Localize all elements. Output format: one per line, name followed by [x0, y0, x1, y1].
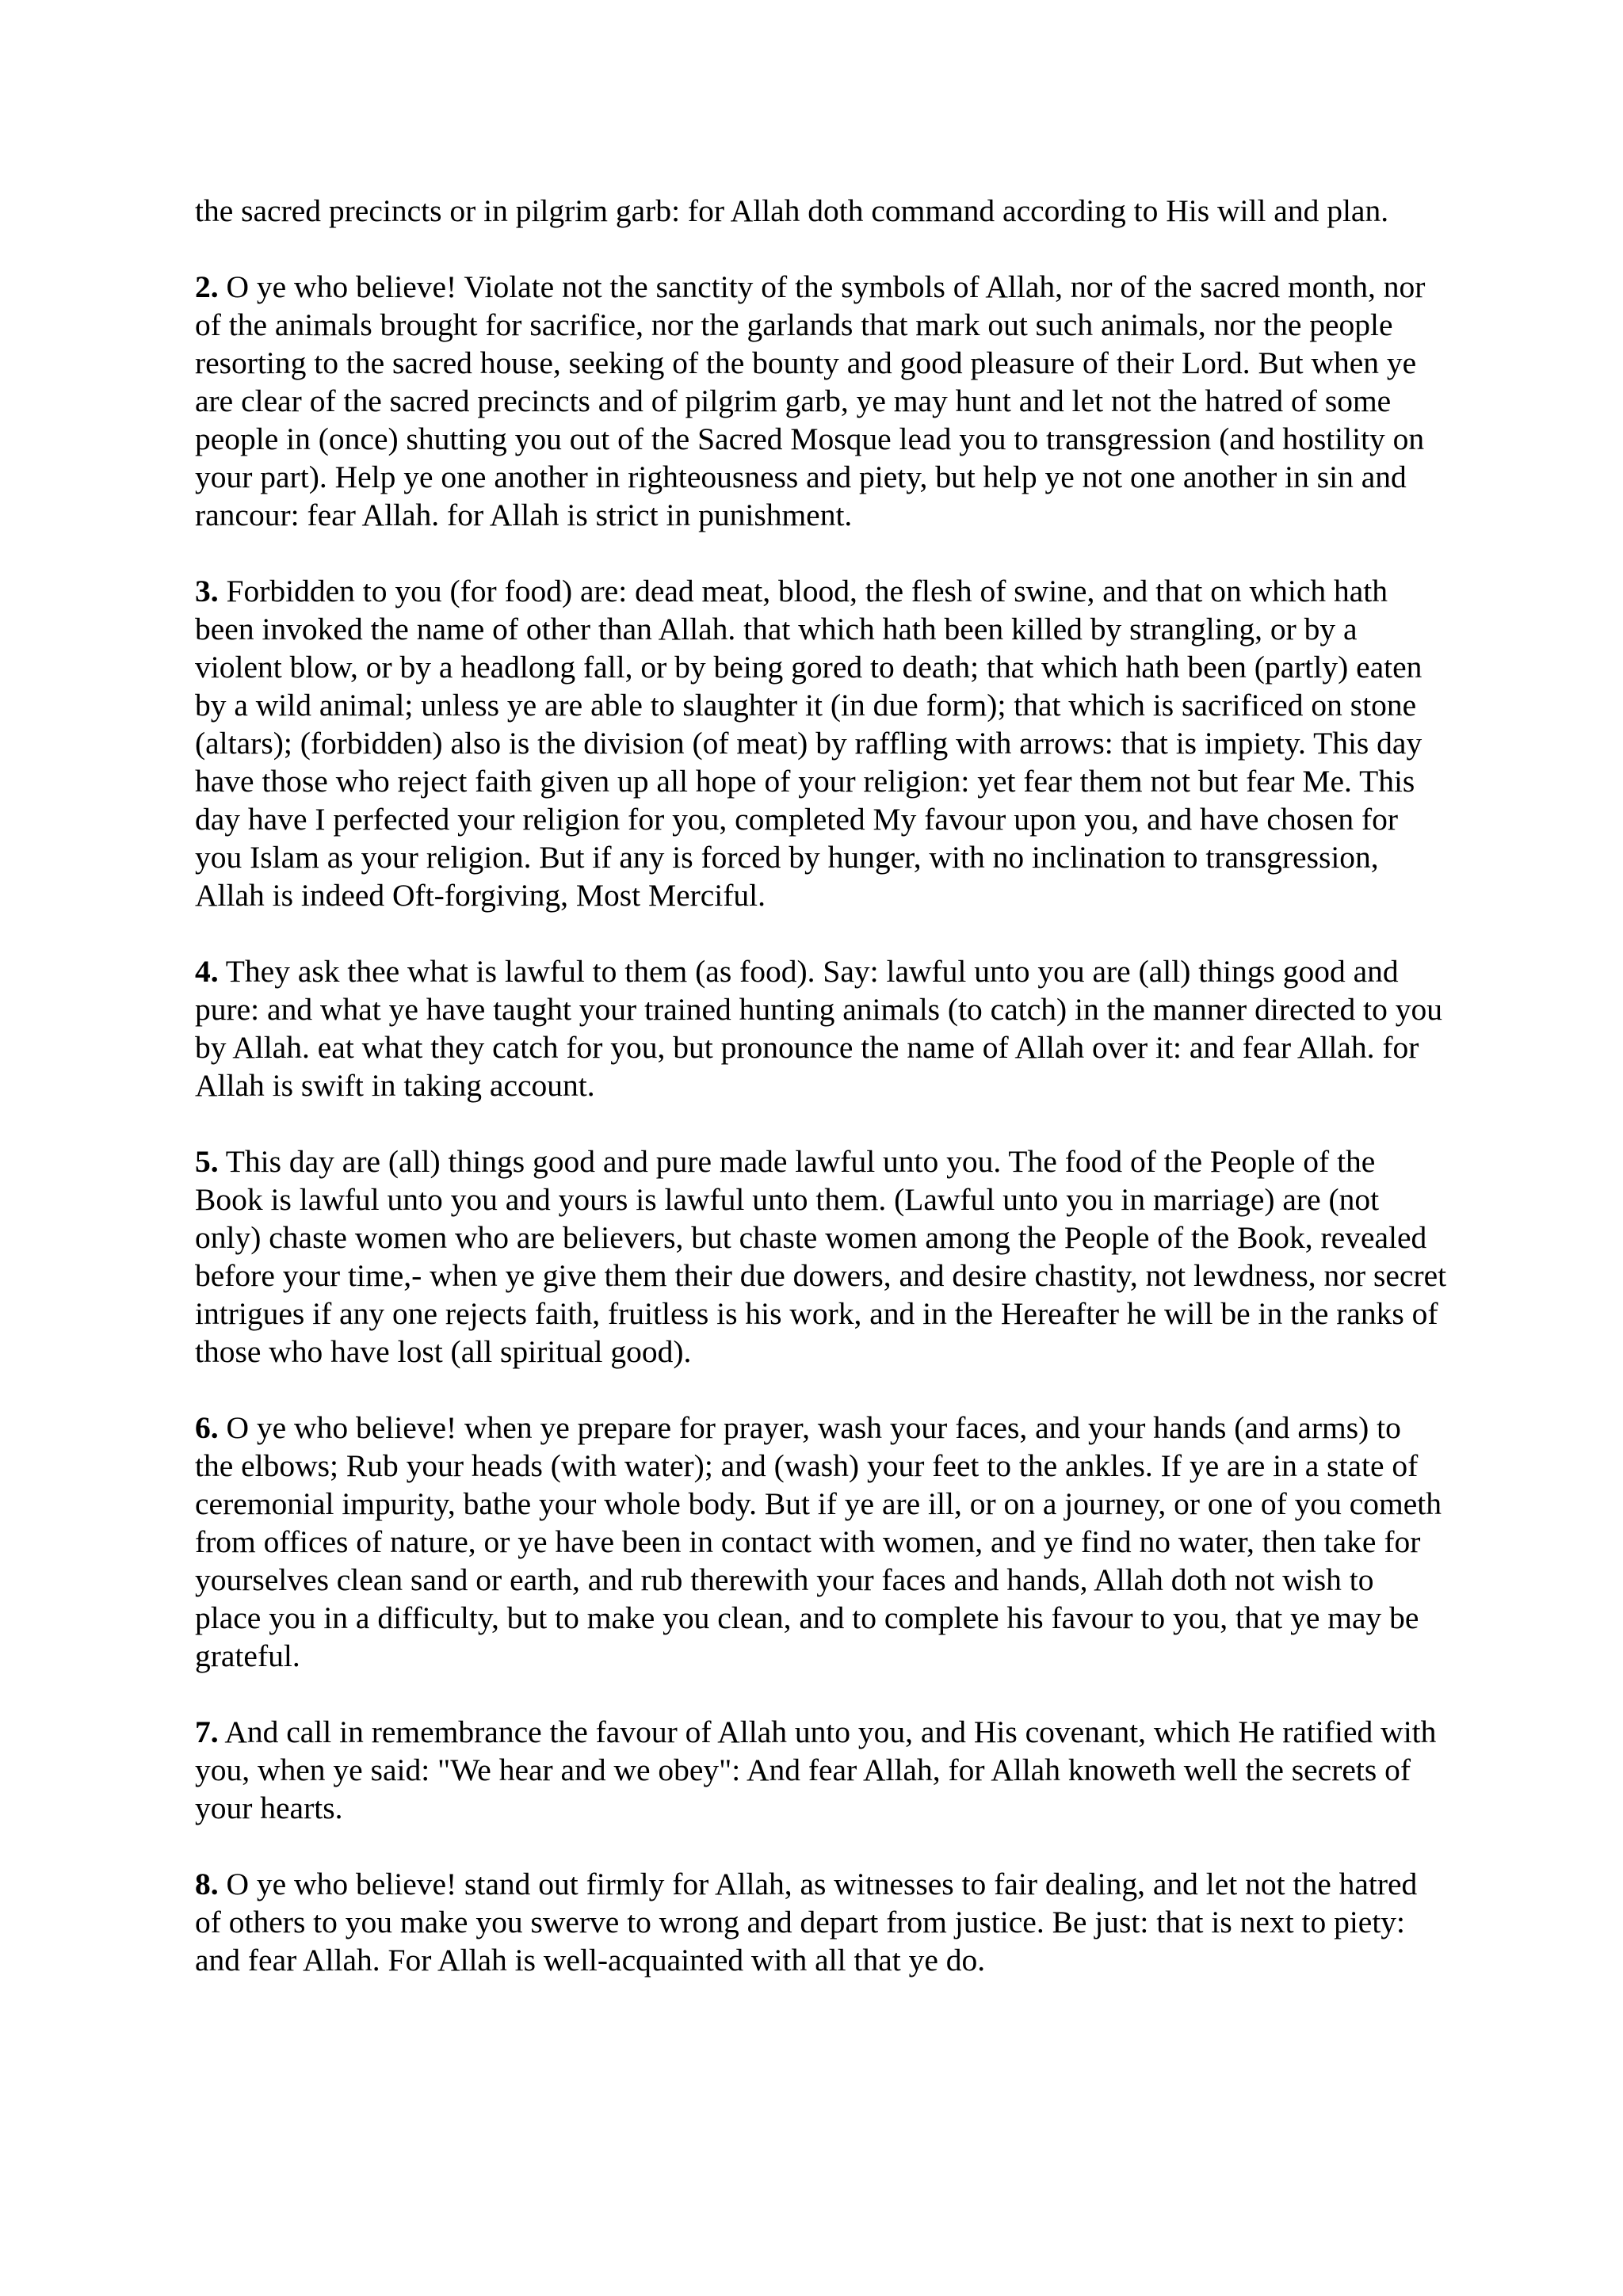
verse-number: 7.	[195, 1714, 219, 1749]
verse-8	[195, 1865, 1447, 1979]
verse-text: Forbidden to you (for food) are: dead meat, blood, the flesh of swine, and that on which hath been invoked the name of other than Allah. that which hath been killed by strangling, or by a violent blow, or by a headlong fall, or by being gored to death; that which hath been (partly) eaten by a wild animal; unless ye are able to slaughter it (in due form); that which is sacrificed on stone (altars); (forbidden) also is the division (of meat) by raffling with arrows: that is impiety. This day have those who reject faith given up all hope of your religion: yet fear them not but fear Me. This day have I perfected your religion for you, completed My favour upon you, and have chosen for you Islam as your religion. But if any is forced by hunger, with no inclination to transgression, Allah is indeed Oft-forgiving, Most Merciful.	[195, 574, 1423, 913]
verse-number: 8.	[195, 1867, 219, 1901]
verse-text: They ask thee what is lawful to them (as food). Say: lawful unto you are (all) things good and pure: and what ye have taught your trained hunting animals (to catch) in the manner directed to you by Allah. eat what they catch for you, but pronounce the name of Allah over it: and fear Allah. for Allah is swift in taking account.	[195, 954, 1443, 1103]
verse-3	[195, 572, 1447, 914]
verse-number: 3.	[195, 574, 219, 608]
verse-text: This day are (all) things good and pure made lawful unto you. The food of the People of the Book is lawful unto you and yours is lawful unto them. (Lawful unto you in marriage) are (not only) chaste women who are believers, but chaste women among the People of the Book, revealed before your time,- when ye give them their due dowers, and desire chastity, not lewdness, nor secret intrigues if any one rejects faith, fruitless is his work, and in the Hereafter he will be in the ranks of those who have lost (all spiritual good).	[195, 1144, 1447, 1369]
verse-number: 5.	[195, 1144, 219, 1179]
verse-text: O ye who believe! when ye prepare for prayer, wash your faces, and your hands (and arms) to the elbows; Rub your heads (with water); and (wash) your feet to the ankles. If ye are in a state of ceremonial impurity, bathe your whole body. But if ye are ill, or on a journey, or one of you cometh from offices of nature, or ye have been in contact with women, and ye find no water, then take for yourselves clean sand or earth, and rub therewith your faces and hands, Allah doth not wish to place you in a difficulty, but to make you clean, and to complete his favour to you, that ye may be grateful.	[195, 1410, 1442, 1673]
verse-text: O ye who believe! Violate not the sanctity of the symbols of Allah, nor of the sacred month, nor of the animals brought for sacrifice, nor the garlands that mark out such animals, nor the people resorting to the sacred house, seeking of the bounty and good pleasure of their Lord. But when ye are clear of the sacred precincts and of pilgrim garb, ye may hunt and let not the hatred of some people in (once) shutting you out of the Sacred Mosque lead you to transgression (and hostility on your part). Help ye one another in righteousness and piety, but help ye not one another in sin and rancour: fear Allah. for Allah is strict in punishment.	[195, 269, 1426, 532]
verse-6	[195, 1409, 1447, 1675]
opening-text: the sacred precincts or in pilgrim garb: for Allah doth command according to His will and plan.	[195, 193, 1389, 228]
verse-text: O ye who believe! stand out firmly for Allah, as witnesses to fair dealing, and let not the hatred of others to you make you swerve to wrong and depart from justice. Be just: that is next to piety: and fear Allah. For Allah is well-acquainted with all that ye do.	[195, 1867, 1418, 1978]
verse-2	[195, 268, 1447, 534]
verse-4	[195, 952, 1447, 1104]
verse-number: 6.	[195, 1410, 219, 1445]
verse-number: 4.	[195, 954, 219, 989]
verse-5	[195, 1142, 1447, 1371]
verse-7	[195, 1713, 1447, 1827]
document-body	[195, 192, 1447, 2017]
verse-number: 2.	[195, 269, 219, 304]
opening-paragraph	[195, 192, 1447, 230]
verse-text: And call in remembrance the favour of Allah unto you, and His covenant, which He ratified with you, when ye said: "We hear and we obey": And fear Allah, for Allah knoweth well the secrets of your hearts.	[195, 1714, 1437, 1825]
